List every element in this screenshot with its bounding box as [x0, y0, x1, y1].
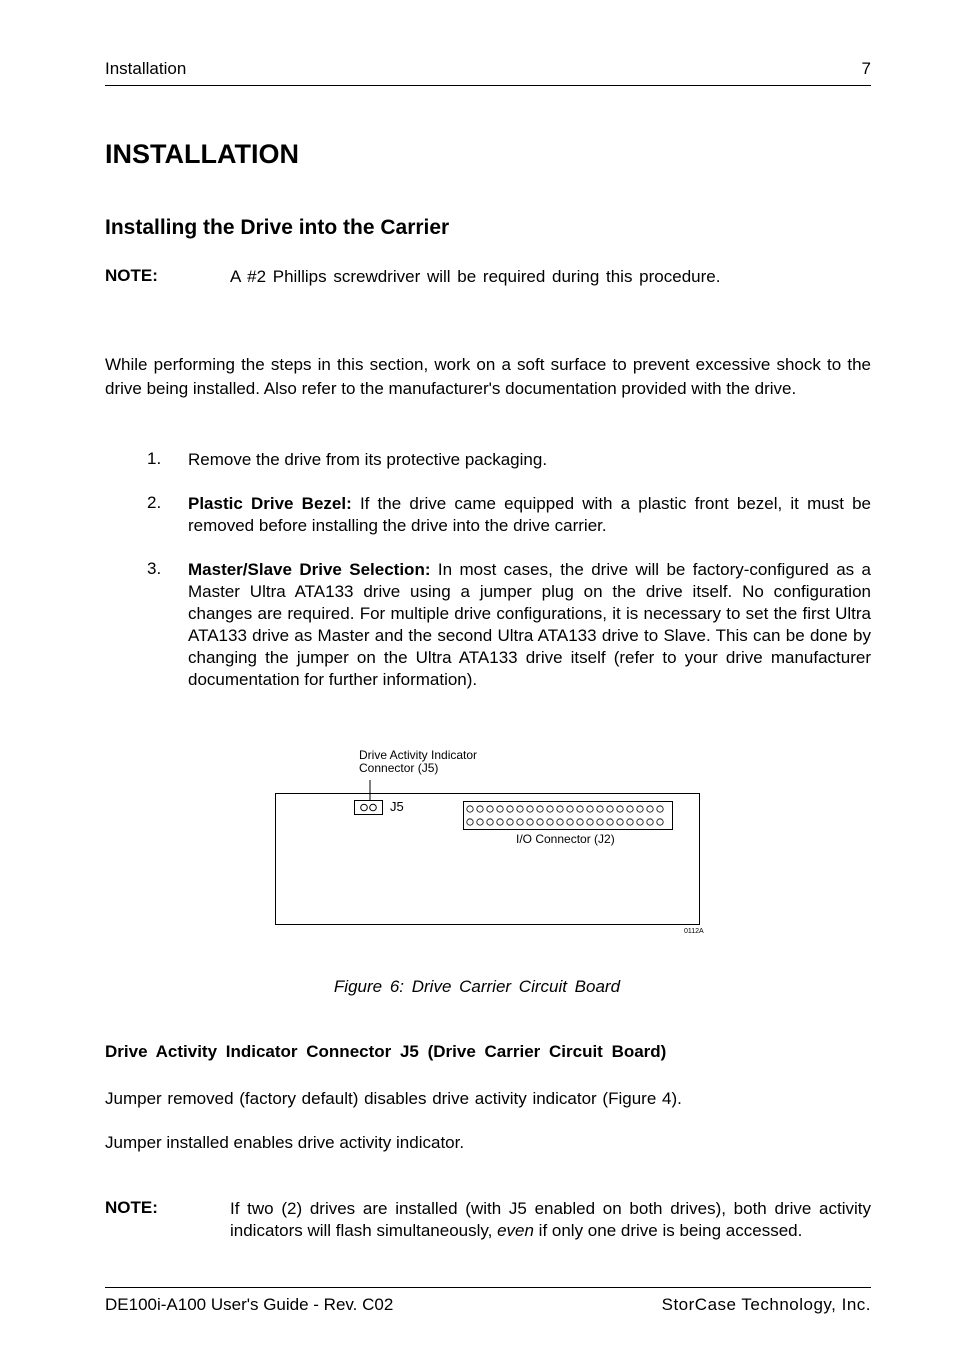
io-pin [657, 819, 663, 825]
io-pin [637, 806, 643, 812]
io-pin [477, 819, 483, 825]
step-body: If the drive came equipped with a plastic front bezel, it must be removed before installing the drive into the drive carrier. [188, 494, 871, 535]
io-pin [607, 819, 613, 825]
io-pin [597, 806, 603, 812]
step-number: 3. [147, 559, 162, 578]
step-bold: Plastic Drive Bezel: [188, 494, 352, 513]
io-pin [497, 819, 503, 825]
io-pin [527, 806, 533, 812]
io-pin [607, 806, 613, 812]
step-text [188, 449, 871, 471]
step-number: 2. [147, 493, 162, 512]
io-connector-pins [467, 806, 663, 825]
intro-paragraph: While performing the steps in this section, work on a soft surface to prevent excessive shock to the drive being installed. Also refer to the manufacturer's documentation provided with the drive. [105, 355, 871, 398]
io-pin [507, 806, 513, 812]
io-pin [577, 819, 583, 825]
io-pin [657, 806, 663, 812]
note-emphasis: even [497, 1221, 534, 1240]
note-text-part: if only one drive is being accessed. [533, 1221, 803, 1240]
page-title: INSTALLATION [105, 139, 299, 169]
header-section: Installation [105, 59, 187, 78]
j5-pin [370, 804, 377, 811]
io-pin [537, 806, 543, 812]
io-pin [537, 819, 543, 825]
section-heading: Installing the Drive into the Carrier [105, 216, 450, 239]
io-pin [627, 819, 633, 825]
io-pin [487, 806, 493, 812]
note-text [230, 1198, 871, 1242]
running-footer [105, 1287, 871, 1314]
io-pin [567, 806, 573, 812]
io-pin [547, 819, 553, 825]
io-pin [557, 819, 563, 825]
io-pin [647, 806, 653, 812]
io-pin [557, 806, 563, 812]
io-pin [527, 819, 533, 825]
note-label: NOTE: [105, 1198, 158, 1217]
io-pin [617, 819, 623, 825]
io-connector-label: I/O Connector (J2) [516, 832, 615, 846]
io-pin [487, 819, 493, 825]
circuit-board-diagram [270, 780, 710, 945]
figure-caption: Figure 6: Drive Carrier Circuit Board [333, 977, 621, 996]
io-pin [467, 819, 473, 825]
io-pin [597, 819, 603, 825]
figure-code: 0112A [684, 928, 704, 935]
circuit-board-outline [276, 794, 700, 925]
page-number: 7 [861, 59, 871, 78]
step-text [188, 559, 871, 691]
callout-line-2: Connector (J5) [359, 761, 439, 775]
io-pin [547, 806, 553, 812]
io-pin [627, 806, 633, 812]
io-pin [517, 806, 523, 812]
io-pin [647, 819, 653, 825]
j5-pin [361, 804, 368, 811]
connector-j5-heading: Drive Activity Indicator Connector J5 (Drive Carrier Circuit Board) [105, 1042, 667, 1061]
io-pin [587, 806, 593, 812]
io-pin [617, 806, 623, 812]
running-header [105, 59, 871, 86]
io-pin [467, 806, 473, 812]
step-number: 1. [147, 449, 162, 468]
jumper-removed-paragraph: Jumper removed (factory default) disables drive activity indicator (Figure 4). [105, 1089, 682, 1108]
io-pin [587, 819, 593, 825]
step-text [188, 493, 871, 537]
io-pin [507, 819, 513, 825]
step-bold: Master/Slave Drive Selection: [188, 560, 431, 579]
io-pin [577, 806, 583, 812]
io-pin [637, 819, 643, 825]
callout-label [359, 749, 477, 775]
jumper-installed-paragraph: Jumper installed enables drive activity indicator. [105, 1133, 465, 1152]
footer-company: StorCase Technology, Inc. [661, 1295, 871, 1314]
io-pin [517, 819, 523, 825]
io-pin [497, 806, 503, 812]
note-label: NOTE: [105, 266, 158, 285]
footer-document-title: DE100i-A100 User's Guide - Rev. C02 [105, 1295, 394, 1314]
step-body: Remove the drive from its protective packaging. [188, 450, 548, 469]
callout-line-1: Drive Activity Indicator [359, 748, 478, 762]
io-pin [477, 806, 483, 812]
j5-connector [355, 801, 383, 815]
j5-label: J5 [390, 799, 404, 814]
note-text-part: If two (2) drives are installed (with J5 enabled on both drives), both drive activity indicators will flash simultaneously, [230, 1199, 871, 1240]
io-pin [567, 819, 573, 825]
note-text: A #2 Phillips screwdriver will be required during this procedure. [230, 267, 721, 286]
step-body: In most cases, the drive will be factory-configured as a Master Ultra ATA133 drive using a jumper plug on the drive itself. No configuration changes are required. For multiple drive configurations, it is necessary to set the first Ultra ATA133 drive as Master and the second Ultra ATA133 drive to Slave. This can be done by changing the jumper on the Ultra ATA133 drive itself (refer to your drive manufacturer documentation for further information). [188, 560, 871, 689]
